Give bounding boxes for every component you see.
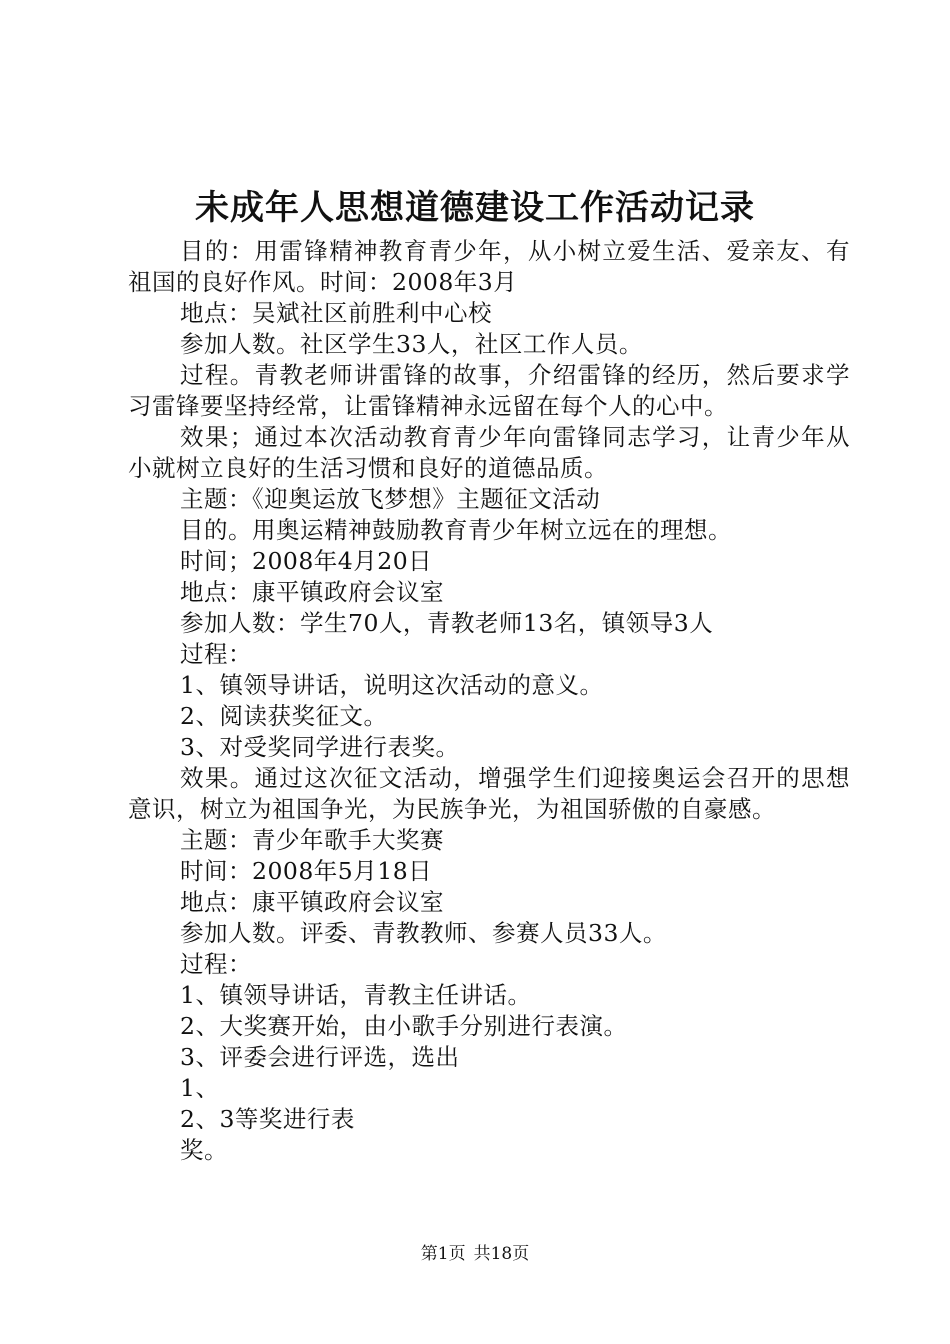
paragraph: 目的。用奥运精神鼓励教育青少年树立远在的理想。 — [180, 516, 732, 544]
paragraph: 主题：《迎奥运放飞梦想》主题征文活动 — [180, 485, 601, 513]
page-number: 第1页 — [420, 1244, 466, 1264]
paragraph: 主题：青少年歌手大奖赛 — [180, 826, 444, 854]
paragraph: 参加人数：学生70人，青教老师13名，镇领导3人 — [180, 609, 714, 637]
paragraph: 效果；通过本次活动教育青少年向雷锋同志学习，让青少年从小就树立良好的生活习惯和良好的道德品质。 — [128, 423, 850, 482]
paragraph: 过程： — [180, 640, 252, 668]
paragraph: 参加人数。评委、青教教师、参赛人员33人。 — [180, 919, 667, 947]
paragraph: 地点：康平镇政府会议室 — [180, 578, 444, 606]
paragraph: 1、镇领导讲话，说明这次活动的意义。 — [180, 671, 604, 699]
paragraph: 2、大奖赛开始，由小歌手分别进行表演。 — [180, 1012, 628, 1040]
paragraph: 地点：吴斌社区前胜利中心校 — [180, 299, 492, 327]
paragraph: 1、 — [180, 1074, 220, 1102]
paragraph: 2、3等奖进行表 — [180, 1105, 355, 1133]
paragraph: 过程。青教老师讲雷锋的故事，介绍雷锋的经历，然后要求学习雷锋要坚持经常，让雷锋精神永远留在每个人的心中。 — [128, 361, 850, 420]
paragraph: 过程： — [180, 950, 252, 978]
paragraph: 3、评委会进行评选，选出 — [180, 1043, 460, 1071]
page-footer — [0, 1243, 950, 1265]
paragraph: 目的：用雷锋精神教育青少年，从小树立爱生活、爱亲友、有祖国的良好作风。时间：2008年3月 — [128, 237, 850, 296]
paragraph: 2、阅读获奖征文。 — [180, 702, 388, 730]
paragraph: 时间：2008年5月18日 — [180, 857, 433, 885]
paragraph: 3、对受奖同学进行表奖。 — [180, 733, 460, 761]
paragraph: 时间；2008年4月20日 — [180, 547, 433, 575]
paragraph: 效果。通过这次征文活动，增强学生们迎接奥运会召开的思想意识，树立为祖国争光，为民族争光，为祖国骄傲的自豪感。 — [128, 764, 850, 823]
paragraph: 地点：康平镇政府会议室 — [180, 888, 444, 916]
paragraph: 奖。 — [180, 1136, 228, 1164]
paragraph: 参加人数。社区学生33人，社区工作人员。 — [180, 330, 643, 358]
paragraph: 1、镇领导讲话，青教主任讲话。 — [180, 981, 532, 1009]
document-title: 未成年人思想道德建设工作活动记录 — [195, 188, 755, 228]
document-body — [128, 236, 850, 1166]
page-total: 共18页 — [473, 1244, 530, 1264]
